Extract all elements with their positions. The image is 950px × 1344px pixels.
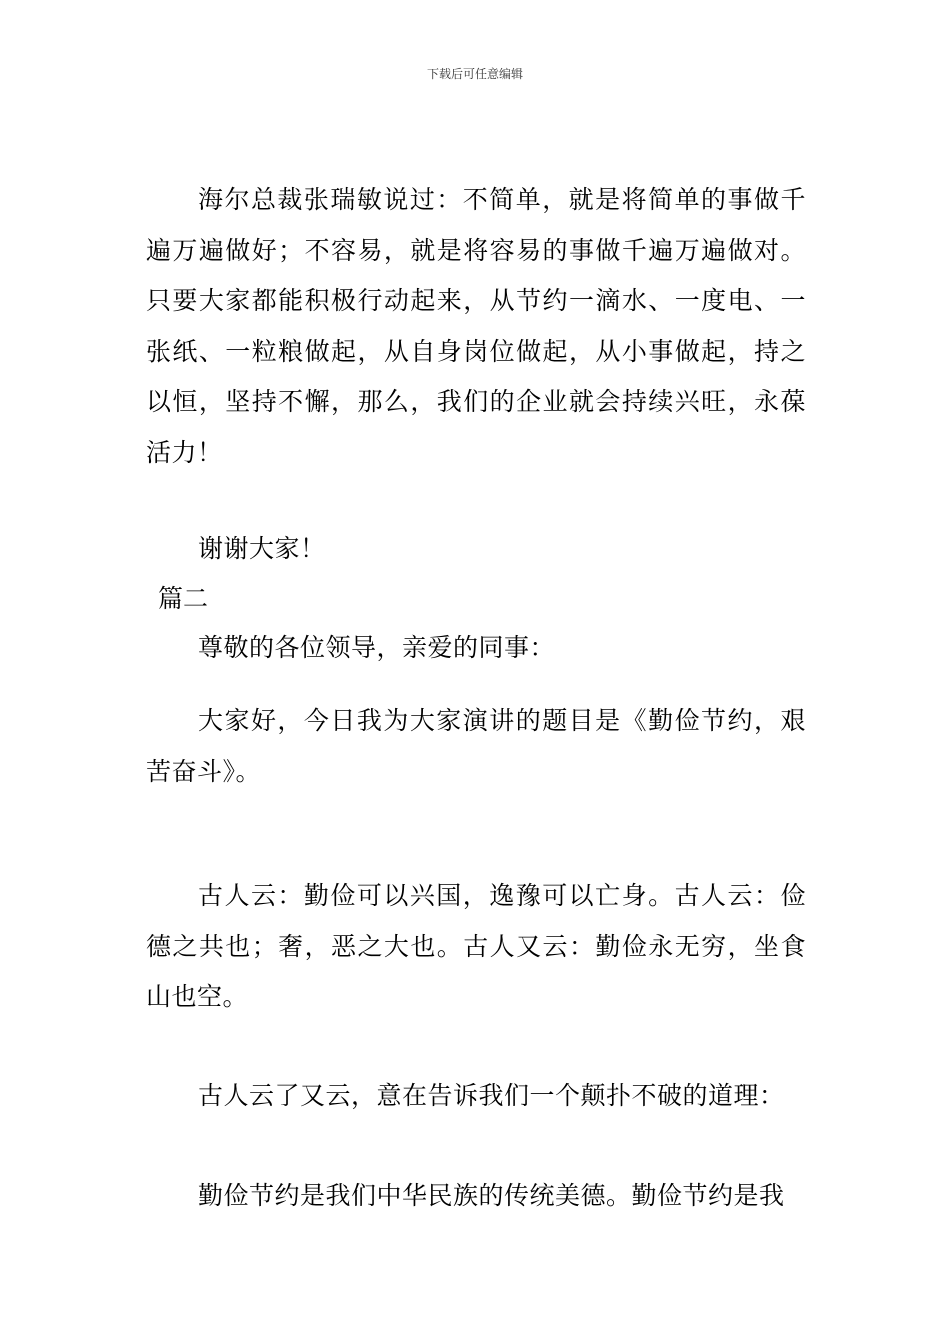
- paragraph-ancient-sayings: 古人云：勤俭可以兴国，逸豫可以亡身。古人云：俭德之共也；奢，恶之大也。古人又云：勤俭永无穷，坐食山也空。: [146, 881, 806, 1011]
- paragraph-virtue: 勤俭节约是我们中华民族的传统美德。勤俭节约是我: [198, 1181, 785, 1210]
- paragraph-thanks: 谢谢大家！: [198, 534, 326, 563]
- section-title: 篇二: [158, 584, 209, 613]
- paragraph-principle: 古人云了又云，意在告诉我们一个颠扑不破的道理：: [198, 1081, 785, 1110]
- paragraph-speech-topic: 大家好，今日我为大家演讲的题目是《勤俭节约，艰苦奋斗》。: [146, 706, 806, 786]
- paragraph-zhang-ruimin-quote: 海尔总裁张瑞敏说过：不简单，就是将简单的事做千遍万遍做好；不容易，就是将容易的事做千遍万遍做对。只要大家都能积极行动起来，从节约一滴水、一度电、一张纸、一粒粮做起，从自身岗位做起，从小事做起，持之以恒，坚持不懈，那么，我们的企业就会持续兴旺，永葆活力！: [146, 185, 806, 467]
- page-header: 下载后可任意编辑: [426, 67, 523, 81]
- paragraph-greeting: 尊敬的各位领导，亲爱的同事：: [198, 633, 556, 662]
